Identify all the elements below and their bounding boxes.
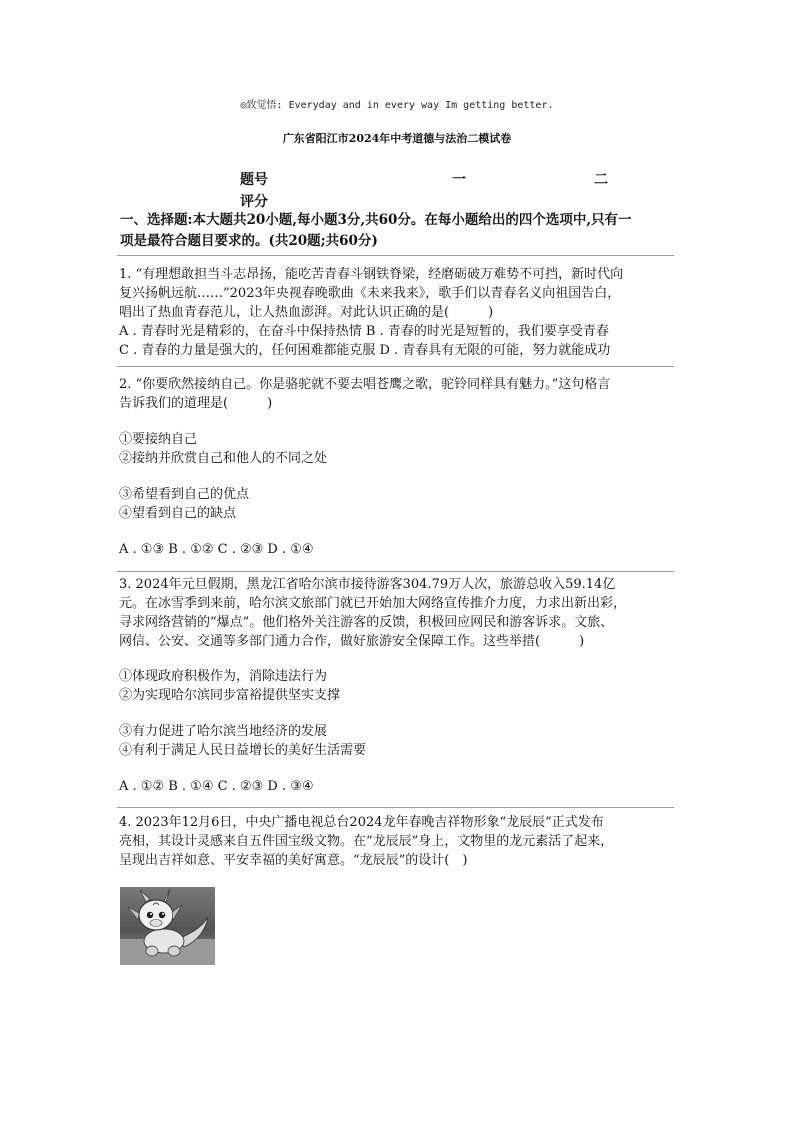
statement-list [119, 667, 679, 705]
question-text-line: 呈现出吉祥如意、平安幸福的美好寓意。“龙辰辰”的设计( ) [119, 853, 468, 868]
question-1 [119, 265, 679, 360]
question-2 [119, 375, 679, 413]
statement-item: ①要接纳自己 [119, 432, 198, 447]
statement-item: ④望看到自己的缺点 [119, 506, 237, 521]
question-text-line: 告诉我们的道理是( ) [119, 396, 273, 411]
section-heading-line2: 项是最符合题目要求的。(共20题;共60分) [120, 233, 378, 249]
question-text-line: 2. “你要欣然接纳自己。你是骆驼就不要去唱苍鹰之歌，驼铃同样具有魅力。”这句格言 [119, 377, 611, 392]
answer-options-line: C . 青春的力量是强大的，任何困难都能克服 D . 青春具有无限的可能，努力就能成功 [119, 343, 611, 358]
question-text-line: 1. “有理想敢担当斗志昂扬，能吃苦青春斗钢铁脊梁，经磨砺破万难势不可挡，新时代向 [119, 267, 624, 282]
statement-list [119, 485, 679, 523]
score-table-col2: 二 [594, 172, 608, 188]
divider [117, 366, 674, 367]
section-heading [120, 210, 680, 252]
statement-item: ④有利于满足人民日益增长的美好生活需要 [119, 743, 367, 758]
dragon-mascot-image [120, 887, 215, 965]
question-text-line: 亮相，其设计灵感来自五件国宝级文物。在“龙辰辰”身上，文物里的龙元素活了起来， [119, 834, 614, 849]
statement-list [119, 722, 679, 760]
document-title: 广东省阳江市2024年中考道德与法治二模试卷 [282, 132, 512, 145]
question-text-line: 3. 2024年元旦假期，黑龙江省哈尔滨市接待游客304.79万人次，旅游总收入59.14亿 [119, 577, 616, 592]
question-text-line: 唱出了热血青春范儿，让人热血澎湃。对此认识正确的是( ) [119, 305, 494, 320]
divider [117, 255, 674, 256]
statement-item: ③有力促进了哈尔滨当地经济的发展 [119, 724, 328, 739]
statement-item: ③希望看到自己的优点 [119, 487, 250, 502]
question-text-line: 元。在冰雪季到来前，哈尔滨文旅部门就已开始加大网络宣传推介力度，力求出新出彩， [119, 596, 627, 611]
answer-choices-line: A . ①② B . ①④ C . ②③ D . ③④ [119, 779, 314, 794]
question-3 [119, 575, 679, 651]
answer-choices [119, 540, 679, 559]
divider [117, 807, 674, 808]
score-table-col1: 一 [452, 172, 466, 188]
score-table-row1-label: 题号 [240, 172, 268, 188]
question-text-line: 寻求网络营销的“爆点”。他们格外关注游客的反馈，积极回应网民和游客诉求。文旅、 [119, 615, 614, 630]
question-text-line: 4. 2023年12月6日，中央广播电视总台2024龙年春晚吉祥物形象“龙辰辰”正式发布 [119, 815, 604, 830]
header-note: ◎致觉悟: Everyday and in every way Im getting better. [240, 100, 554, 111]
answer-choices-line: A . ①③ B . ①② C . ②③ D . ①④ [119, 542, 314, 557]
question-text-line: 复兴扬帆远航……”2023年央视春晚歌曲《未来我来》，歌手们以青春名义向祖国告白， [119, 286, 621, 301]
answer-choices [119, 777, 679, 796]
statement-item: ②为实现哈尔滨同步富裕提供坚实支撑 [119, 688, 341, 703]
score-table-row2-label: 评分 [240, 194, 268, 210]
statement-item: ①体现政府积极作为，消除违法行为 [119, 669, 328, 684]
answer-options-line: A . 青春时光是精彩的，在奋斗中保持热情 B . 青春的时光是短暂的，我们要享受青春 [119, 324, 609, 339]
question-4 [119, 813, 679, 870]
section-heading-line1: 一、选择题:本大题共20小题,每小题3分,共60分。在每小题给出的四个选项中,只有一 [120, 212, 632, 228]
statement-item: ②接纳并欣赏自己和他人的不同之处 [119, 451, 328, 466]
statement-list [119, 430, 679, 468]
question-text-line: 网信、公安、交通等多部门通力合作，做好旅游安全保障工作。这些举措( ) [119, 634, 585, 649]
divider [117, 571, 674, 572]
